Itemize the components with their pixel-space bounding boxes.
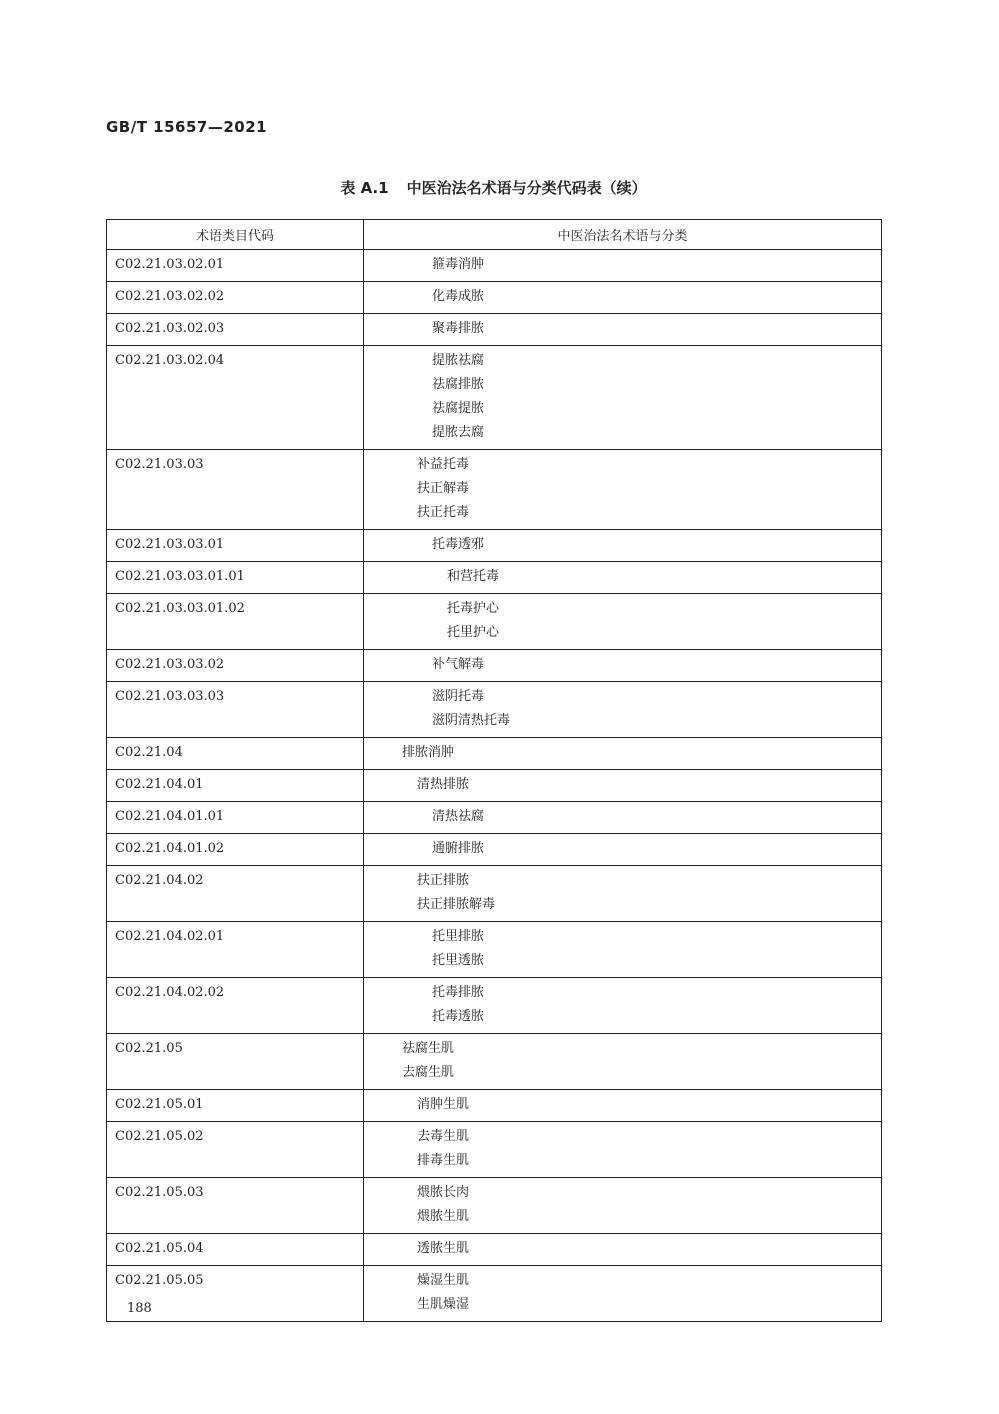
term-code-cell: C02.21.05.03	[107, 1178, 364, 1234]
term-name: 生肌燥湿	[417, 1297, 470, 1312]
term-name: 提脓祛腐	[432, 353, 485, 368]
term-names-cell	[364, 314, 882, 346]
term-list	[402, 349, 881, 445]
table-row	[107, 1122, 882, 1178]
term-code-cell: C02.21.03.03.01	[107, 530, 364, 562]
term-name: 祛腐提脓	[432, 401, 485, 416]
table-row	[107, 562, 882, 594]
term-name: 排脓消肿	[402, 745, 455, 760]
term-names-cell	[364, 1178, 882, 1234]
term-name: 煨脓生肌	[417, 1209, 470, 1224]
term-list	[402, 925, 881, 973]
table-row	[107, 1090, 882, 1122]
term-name: 去腐生肌	[402, 1065, 455, 1080]
term-name: 托里护心	[447, 625, 500, 640]
table-row	[107, 922, 882, 978]
term-name: 扶正解毒	[417, 481, 470, 496]
term-names-cell	[364, 770, 882, 802]
term-name: 补气解毒	[432, 657, 485, 672]
term-names-cell	[364, 1266, 882, 1322]
table-row	[107, 866, 882, 922]
table-row	[107, 594, 882, 650]
term-name: 清热排脓	[417, 777, 470, 792]
terms-table	[106, 219, 882, 1322]
term-code-cell: C02.21.04.02.02	[107, 978, 364, 1034]
term-name: 透脓生肌	[417, 1241, 470, 1256]
term-code-cell: C02.21.04	[107, 738, 364, 770]
term-code-cell: C02.21.03.03.01.01	[107, 562, 364, 594]
table-row	[107, 1178, 882, 1234]
term-code-cell: C02.21.05	[107, 1034, 364, 1090]
table-title-label: 表 A.1	[340, 179, 389, 197]
term-names-cell	[364, 530, 882, 562]
term-name: 箍毒消肿	[432, 257, 485, 272]
term-name: 祛腐排脓	[432, 377, 485, 392]
term-name: 祛腐生肌	[402, 1041, 455, 1056]
table-row	[107, 250, 882, 282]
table-row	[107, 1034, 882, 1090]
term-code-cell: C02.21.05.02	[107, 1122, 364, 1178]
term-name: 托毒排脓	[432, 985, 485, 1000]
table-body	[107, 250, 882, 1322]
term-names-cell	[364, 834, 882, 866]
term-names-cell	[364, 1090, 882, 1122]
term-names-cell	[364, 1122, 882, 1178]
term-names-cell	[364, 250, 882, 282]
term-code-cell: C02.21.03.03.02	[107, 650, 364, 682]
term-list	[402, 837, 881, 861]
term-name: 托里排脓	[432, 929, 485, 944]
term-list	[402, 1037, 881, 1085]
term-code-cell: C02.21.04.01	[107, 770, 364, 802]
term-name: 聚毒排脓	[432, 321, 485, 336]
term-name: 和营托毒	[447, 569, 500, 584]
term-name: 托毒透邪	[432, 537, 485, 552]
term-list	[402, 317, 881, 341]
term-name: 托毒护心	[447, 601, 500, 616]
term-name: 去毒生肌	[417, 1129, 470, 1144]
term-code-cell: C02.21.05.05	[107, 1266, 364, 1322]
page-number: 188	[127, 1301, 152, 1316]
term-name: 滋阴清热托毒	[432, 713, 511, 728]
term-code-cell: C02.21.05.01	[107, 1090, 364, 1122]
term-list	[402, 597, 881, 645]
term-list	[402, 805, 881, 829]
term-names-cell	[364, 922, 882, 978]
term-list	[402, 1093, 881, 1117]
term-code-cell: C02.21.05.04	[107, 1234, 364, 1266]
table-header-row	[107, 220, 882, 250]
term-code-cell: C02.21.04.01.01	[107, 802, 364, 834]
term-names-cell	[364, 802, 882, 834]
term-list	[402, 869, 881, 917]
table-row	[107, 802, 882, 834]
term-names-cell	[364, 1234, 882, 1266]
term-code-cell: C02.21.03.02.02	[107, 282, 364, 314]
table-title	[106, 177, 881, 198]
term-list	[402, 533, 881, 557]
column-header-code: 术语类目代码	[107, 220, 364, 250]
table-row	[107, 1234, 882, 1266]
term-name: 煨脓长肉	[417, 1185, 470, 1200]
term-names-cell	[364, 866, 882, 922]
term-list	[402, 1125, 881, 1173]
term-name: 滋阴托毒	[432, 689, 485, 704]
standard-number: GB/T 15657—2021	[106, 118, 268, 136]
term-names-cell	[364, 594, 882, 650]
term-name: 扶正排脓解毒	[417, 897, 496, 912]
term-name: 消肿生肌	[417, 1097, 470, 1112]
term-list	[402, 741, 881, 765]
term-list	[402, 1269, 881, 1317]
term-name: 提脓去腐	[432, 425, 485, 440]
term-list	[402, 653, 881, 677]
term-code-cell: C02.21.04.01.02	[107, 834, 364, 866]
term-name: 托里透脓	[432, 953, 485, 968]
term-list	[402, 981, 881, 1029]
term-list	[402, 1237, 881, 1261]
term-list	[402, 253, 881, 277]
table-row	[107, 978, 882, 1034]
term-names-cell	[364, 346, 882, 450]
term-names-cell	[364, 562, 882, 594]
term-names-cell	[364, 650, 882, 682]
term-list	[402, 453, 881, 525]
table-row	[107, 314, 882, 346]
term-name: 清热祛腐	[432, 809, 485, 824]
term-name: 化毒成脓	[432, 289, 485, 304]
table-title-text: 中医治法名术语与分类代码表（续）	[406, 179, 647, 197]
term-name: 通腑排脓	[432, 841, 485, 856]
term-names-cell	[364, 1034, 882, 1090]
table-row	[107, 346, 882, 450]
term-code-cell: C02.21.03.03	[107, 450, 364, 530]
table-row	[107, 738, 882, 770]
table-row	[107, 770, 882, 802]
term-code-cell: C02.21.03.03.01.02	[107, 594, 364, 650]
term-code-cell: C02.21.03.02.04	[107, 346, 364, 450]
term-name: 燥湿生肌	[417, 1273, 470, 1288]
term-name: 托毒透脓	[432, 1009, 485, 1024]
table-row	[107, 650, 882, 682]
table-row	[107, 1266, 882, 1322]
table-row	[107, 530, 882, 562]
term-code-cell: C02.21.04.02.01	[107, 922, 364, 978]
term-list	[402, 565, 881, 589]
term-code-cell: C02.21.03.02.01	[107, 250, 364, 282]
term-list	[402, 773, 881, 797]
term-code-cell: C02.21.03.02.03	[107, 314, 364, 346]
term-name: 排毒生肌	[417, 1153, 470, 1168]
term-list	[402, 685, 881, 733]
table-row	[107, 834, 882, 866]
term-name: 扶正排脓	[417, 873, 470, 888]
term-code-cell: C02.21.04.02	[107, 866, 364, 922]
term-names-cell	[364, 282, 882, 314]
term-names-cell	[364, 978, 882, 1034]
table-row	[107, 282, 882, 314]
column-header-terms: 中医治法名术语与分类	[364, 220, 882, 250]
term-name: 补益托毒	[417, 457, 470, 472]
term-names-cell	[364, 682, 882, 738]
table-row	[107, 450, 882, 530]
term-names-cell	[364, 450, 882, 530]
term-names-cell	[364, 738, 882, 770]
term-list	[402, 1181, 881, 1229]
term-list	[402, 285, 881, 309]
term-name: 扶正托毒	[417, 505, 470, 520]
term-code-cell: C02.21.03.03.03	[107, 682, 364, 738]
table-row	[107, 682, 882, 738]
